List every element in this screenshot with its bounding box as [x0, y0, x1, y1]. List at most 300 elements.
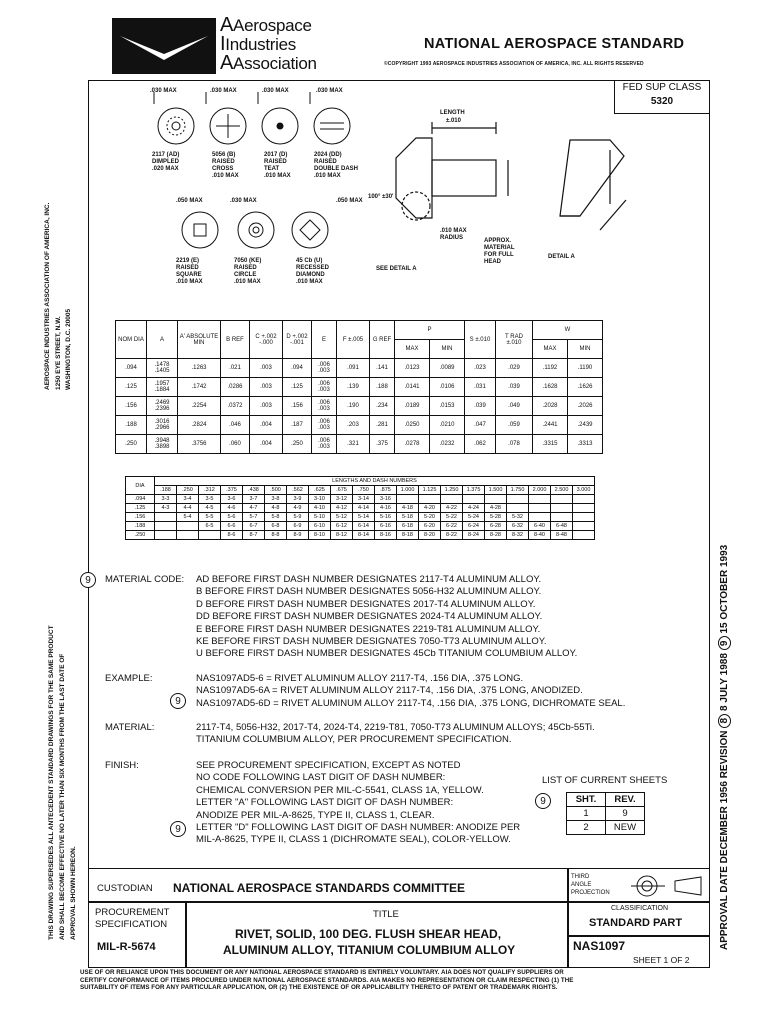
address-line2: 1250 EYE STREET, N.W. — [55, 316, 62, 390]
head-7050 — [234, 258, 261, 286]
head-5056 — [212, 152, 239, 180]
dash-number-cell — [551, 495, 573, 504]
max-label-5: .050 MAX — [176, 198, 203, 204]
date-1993: 15 OCTOBER 1993 — [719, 544, 730, 634]
length-header-cell: .375 — [221, 486, 243, 495]
table-row — [126, 495, 595, 504]
table-cell: .003 — [250, 397, 283, 416]
dash-number-cell — [419, 495, 441, 504]
head-2024 — [314, 152, 358, 180]
dash-number-cell: 4-8 — [265, 504, 287, 513]
dash-number-cell: 4-20 — [419, 504, 441, 513]
example-label: EXAMPLE: — [105, 673, 153, 684]
table-cell: .004 — [250, 435, 283, 454]
dash-number-cell: 6-32 — [507, 522, 529, 531]
head-desc: .010 MAX — [314, 173, 341, 179]
length-header-cell: .750 — [353, 486, 375, 495]
length-header-cell: .500 — [265, 486, 287, 495]
table-row — [126, 531, 595, 540]
dash-number-cell — [529, 513, 551, 522]
dia-cell: .156 — [126, 513, 155, 522]
length-table-body — [126, 495, 595, 540]
col-w-min: MIN — [568, 340, 603, 359]
procurement-box — [88, 902, 186, 968]
head-code: 2219 (E) — [176, 258, 200, 264]
dash-number-cell: 4-12 — [331, 504, 353, 513]
dash-number-cell: 5-16 — [375, 513, 397, 522]
col-w: W — [533, 321, 603, 340]
sheets-title: LIST OF CURRENT SHEETS — [542, 775, 668, 786]
table-cell: .003 — [250, 359, 283, 378]
dash-number-cell: 5-10 — [309, 513, 331, 522]
example-line: NAS1097AD5-6A = RIVET ALUMINUM ALLOY 2117-T4, .156 DIA, .375 LONG, ANODIZED. — [196, 685, 583, 697]
dash-number-cell: 6-5 — [199, 522, 221, 531]
table-header-row — [567, 793, 645, 807]
part-number: NAS1097 — [573, 939, 626, 953]
table-cell: .3313 — [568, 435, 603, 454]
table-row — [567, 821, 645, 835]
col-p: P — [395, 321, 465, 340]
table-cell: .2028 — [533, 397, 568, 416]
table-cell: .049 — [496, 397, 533, 416]
dash-number-cell — [485, 495, 507, 504]
detail-a-label: DETAIL A — [548, 254, 575, 260]
head-45cb — [296, 258, 329, 286]
title-line1: RIVET, SOLID, 100 DEG. FLUSH SHEAR HEAD, — [235, 927, 502, 941]
dash-number-cell — [155, 522, 177, 531]
projection-box — [568, 868, 710, 902]
material-code-line: U BEFORE FIRST DASH NUMBER DESIGNATES 45Cb TITANIUM COLUMBIUM ALLOY. — [196, 648, 578, 660]
col-a-prime: A' ABSOLUTE MIN — [178, 321, 221, 359]
table-cell: .1192 — [533, 359, 568, 378]
dash-number-cell: 6-12 — [331, 522, 353, 531]
finish-line: MIL-A-8625, TYPE II, CLASS 1 (DICHROMATE SEAL), COLOR-YELLOW. — [196, 834, 511, 846]
org-line1: Aerospace — [233, 16, 312, 35]
dash-number-cell: 6-20 — [419, 522, 441, 531]
len-dia-header: DIA — [126, 477, 155, 495]
dash-number-cell: 8-16 — [375, 531, 397, 540]
dash-number-cell: 4-18 — [397, 504, 419, 513]
head-desc: .010 MAX — [296, 279, 323, 285]
dash-number-cell: 3-14 — [353, 495, 375, 504]
length-header-cell: .625 — [309, 486, 331, 495]
classification-value: STANDARD PART — [589, 917, 683, 929]
dash-number-cell: 3-3 — [155, 495, 177, 504]
table-cell: .021 — [221, 359, 250, 378]
dash-number-cell: 3-16 — [375, 495, 397, 504]
table-cell: .125 — [116, 378, 147, 397]
head-code: 2117 (AD) — [152, 152, 180, 158]
length-header-cell: 1.250 — [441, 486, 463, 495]
col-e: E — [312, 321, 337, 359]
col-d: D +.002 -.001 — [283, 321, 312, 359]
table-header-row — [116, 321, 603, 340]
dash-number-cell: 8-48 — [551, 531, 573, 540]
table-cell: .0232 — [430, 435, 465, 454]
table-cell: .3948 .3898 — [147, 435, 178, 454]
dash-number-cell — [529, 495, 551, 504]
table-cell: .0153 — [430, 397, 465, 416]
table-row — [116, 397, 603, 416]
table-cell: .203 — [337, 416, 370, 435]
dash-number-cell: 6-9 — [287, 522, 309, 531]
dash-number-cell: 6-16 — [375, 522, 397, 531]
table-cell: .250 — [116, 435, 147, 454]
head-markings-row2 — [160, 196, 360, 262]
material-code-line: B BEFORE FIRST DASH NUMBER DESIGNATES 5056-H32 ALUMINUM ALLOY. — [196, 586, 542, 598]
table-cell: .281 — [370, 416, 395, 435]
table-cell: .046 — [221, 416, 250, 435]
head-code: 2024 (DD) — [314, 152, 342, 158]
dash-number-cell — [441, 495, 463, 504]
copyright: ©COPYRIGHT 1993 AEROSPACE INDUSTRIES ASSOCIATION OF AMERICA, INC. ALL RIGHTS RESERVED — [384, 61, 644, 67]
dash-number-cell: 6-48 — [551, 522, 573, 531]
dash-number-cell: 8-28 — [485, 531, 507, 540]
col-a: A — [147, 321, 178, 359]
head-2117 — [152, 152, 179, 173]
title-line2: ALUMINUM ALLOY, TITANIUM COLUMBIUM ALLOY — [223, 943, 516, 957]
length-header-cell: 1.125 — [419, 486, 441, 495]
table-cell: .004 — [250, 416, 283, 435]
table-cell: .188 — [370, 378, 395, 397]
dash-number-cell — [573, 522, 595, 531]
sheet-number: SHEET 1 OF 2 — [633, 955, 690, 965]
head-desc: .010 MAX — [264, 173, 291, 179]
table-cell: .3756 — [178, 435, 221, 454]
head-desc: DIAMOND — [296, 272, 325, 278]
dash-number-cell: 5-7 — [243, 513, 265, 522]
head-desc: RAISED — [234, 265, 257, 271]
dash-number-cell: 8-32 — [507, 531, 529, 540]
table-cell: .091 — [337, 359, 370, 378]
table-cell: .1628 — [533, 378, 568, 397]
dash-number-cell — [397, 495, 419, 504]
page-title: NATIONAL AEROSPACE STANDARD — [424, 36, 685, 52]
head-desc: .010 MAX — [212, 173, 239, 179]
dash-number-cell: 8-12 — [331, 531, 353, 540]
max-label-3: .030 MAX — [262, 88, 289, 94]
col-b: B REF — [221, 321, 250, 359]
dash-number-cell: 5-28 — [485, 513, 507, 522]
dash-number-cell — [573, 513, 595, 522]
table-cell: .094 — [283, 359, 312, 378]
address-line3: WASHINGTON, D.C. 20005 — [65, 308, 72, 390]
length-header-cell: 3.000 — [573, 486, 595, 495]
length-header-cell: 1.375 — [463, 486, 485, 495]
approval-date: APPROVAL DATE DECEMBER 1956 REVISION — [719, 730, 730, 950]
part-number-box — [568, 936, 710, 968]
material-code-label: MATERIAL CODE: — [105, 574, 185, 585]
dia-cell: .188 — [126, 522, 155, 531]
table-cell: .1478 .1405 — [147, 359, 178, 378]
dash-number-cell — [529, 504, 551, 513]
table-cell: .250 — [283, 435, 312, 454]
dash-number-cell: 5-22 — [441, 513, 463, 522]
table-row — [116, 378, 603, 397]
classification-label: CLASSIFICATION — [611, 905, 669, 912]
max-label-2: .030 MAX — [210, 88, 237, 94]
table-cell: .190 — [337, 397, 370, 416]
table-cell: .0106 — [430, 378, 465, 397]
col-c: C +.002 -.000 — [250, 321, 283, 359]
table-cell: .321 — [337, 435, 370, 454]
dash-number-cell — [177, 531, 199, 540]
table-row — [116, 359, 603, 378]
dash-number-cell — [155, 513, 177, 522]
length-header-cell: .875 — [375, 486, 397, 495]
dash-number-cell: 3-4 — [177, 495, 199, 504]
table-cell: .003 — [250, 378, 283, 397]
sheets-table — [566, 792, 645, 835]
dash-number-cell: 6-6 — [221, 522, 243, 531]
table-cell: .139 — [337, 378, 370, 397]
material-line: TITANIUM COLUMBIUM ALLOY, PER PROCUREMENT SPECIFICATION. — [196, 734, 512, 746]
head-desc: RECESSED — [296, 265, 330, 271]
dash-number-cell: 4-24 — [463, 504, 485, 513]
table-cell: .2469 .2396 — [147, 397, 178, 416]
table-cell: .375 — [370, 435, 395, 454]
max-label-4: .030 MAX — [316, 88, 343, 94]
table-cell: .141 — [370, 359, 395, 378]
table-cell: .2441 — [533, 416, 568, 435]
max-label-6: .030 MAX — [230, 198, 257, 204]
detail-a-sketch — [540, 120, 650, 250]
supersede-line2: AND SHALL BECOME EFFECTIVE NO LATER THAN SIX MONTHS FROM THE LAST DATE OF — [59, 653, 66, 940]
head-desc: RAISED — [314, 159, 337, 165]
rev8-mark: 8 — [718, 714, 731, 728]
custodian-box — [88, 868, 568, 902]
finish-line: LETTER "A" FOLLOWING LAST DIGIT OF DASH NUMBER: — [196, 797, 454, 809]
material-code-line: D BEFORE FIRST DASH NUMBER DESIGNATES 2017-T4 ALUMINUM ALLOY. — [196, 598, 536, 610]
fed-sup-value: 5320 — [650, 96, 674, 107]
table-row — [126, 513, 595, 522]
material-code-line: AD BEFORE FIRST DASH NUMBER DESIGNATES 2117-T4 ALUMINUM ALLOY. — [196, 574, 542, 585]
finish-line: NO CODE FOLLOWING LAST DIGIT OF DASH NUMBER: — [196, 772, 446, 784]
dimension-table — [115, 320, 603, 454]
dash-number-cell: 4-10 — [309, 504, 331, 513]
table-row — [116, 416, 603, 435]
dash-number-cell: 4-5 — [199, 504, 221, 513]
dash-number-cell: 6-7 — [243, 522, 265, 531]
material-code-line: DD BEFORE FIRST DASH NUMBER DESIGNATES 2024-T4 ALUMINUM ALLOY. — [196, 611, 543, 623]
col-p-min: MIN — [430, 340, 465, 359]
approx-note: APPROX. MATERIAL FOR FULL HEAD — [484, 238, 515, 265]
dash-number-cell: 6-8 — [265, 522, 287, 531]
table-cell: .3315 — [533, 435, 568, 454]
approval-line — [718, 545, 731, 950]
col-t: T RAD ±.010 — [496, 321, 533, 359]
head-desc: .020 MAX — [152, 166, 179, 172]
org-line2: Industries — [225, 35, 296, 54]
address-line1: AEROSPACE INDUSTRIES ASSOCIATION OF AMERICA, INC. — [44, 202, 51, 390]
dash-number-cell: 8-6 — [221, 531, 243, 540]
table-row — [126, 522, 595, 531]
table-cell: .006 .003 — [312, 378, 337, 397]
head-desc: DOUBLE DASH — [314, 166, 359, 172]
dash-number-cell — [507, 504, 529, 513]
classification-box — [568, 902, 710, 936]
title-box — [186, 902, 568, 968]
fed-sup-label: FED SUP CLASS — [622, 82, 702, 93]
dia-cell: .125 — [126, 504, 155, 513]
dash-number-cell: 5-32 — [507, 513, 529, 522]
table-cell: .234 — [370, 397, 395, 416]
example-line: NAS1097AD5-6 = RIVET ALUMINUM ALLOY 2117-T4, .156 DIA, .375 LONG. — [196, 673, 524, 684]
dash-number-cell: 5-4 — [177, 513, 199, 522]
dash-number-cell: 5-20 — [419, 513, 441, 522]
table-cell: .039 — [496, 378, 533, 397]
table-cell: .187 — [283, 416, 312, 435]
table-cell: .1263 — [178, 359, 221, 378]
table-cell: .2026 — [568, 397, 603, 416]
table-row — [567, 807, 645, 821]
sheets-sht-header: SHT. — [567, 793, 606, 807]
dash-number-cell — [573, 504, 595, 513]
table-cell: .059 — [496, 416, 533, 435]
dash-number-cell: 4-16 — [375, 504, 397, 513]
table-cell: .060 — [221, 435, 250, 454]
dash-number-cell — [155, 531, 177, 540]
length-tolerance: ±.010 — [446, 118, 461, 124]
dash-number-cell: 3-9 — [287, 495, 309, 504]
table-row — [126, 504, 595, 513]
procurement-value: MIL-R-5674 — [97, 941, 156, 953]
dash-number-cell: 3-7 — [243, 495, 265, 504]
length-header-cell: 1.000 — [397, 486, 419, 495]
head-desc: TEAT — [264, 166, 280, 172]
org-line3: Association — [233, 54, 317, 73]
dash-number-cell — [463, 495, 485, 504]
supersede-line1: THIS DRAWING SUPERSEDES ALL ANTECEDENT STANDARD DRAWINGS FOR THE SAME PRODUCT — [48, 625, 55, 940]
dash-number-cell: 8-40 — [529, 531, 551, 540]
supersede-line3: APPROVAL SHOWN HEREON. — [70, 846, 77, 940]
head-code: 7050 (KE) — [234, 258, 262, 264]
max-label-1: .030 MAX — [150, 88, 177, 94]
table-cell: .2824 — [178, 416, 221, 435]
date-1988: 8 JULY 1988 — [719, 653, 730, 711]
dash-number-cell — [551, 504, 573, 513]
table-cell: .125 — [283, 378, 312, 397]
dash-number-cell: 8-9 — [287, 531, 309, 540]
table-row — [116, 435, 603, 454]
dash-number-cell: 4-14 — [353, 504, 375, 513]
head-2017 — [264, 152, 291, 180]
table-cell: .0210 — [430, 416, 465, 435]
head-desc: RAISED — [212, 159, 235, 165]
radius-note: .010 MAX RADIUS — [440, 228, 467, 241]
table-cell: .023 — [465, 359, 496, 378]
dash-number-cell: 8-22 — [441, 531, 463, 540]
table-cell: .188 — [116, 416, 147, 435]
finish-line: CHEMICAL CONVERSION PER MIL-C-5541, CLASS 1A, YELLOW. — [196, 784, 484, 796]
table-cell: .094 — [116, 359, 147, 378]
dash-number-cell: 4-7 — [243, 504, 265, 513]
dash-number-cell: 5-12 — [331, 513, 353, 522]
table-cell: .0189 — [395, 397, 430, 416]
head-desc: RAISED — [176, 265, 199, 271]
dash-number-cell: 8-10 — [309, 531, 331, 540]
dia-cell: .094 — [126, 495, 155, 504]
dash-number-cell — [573, 495, 595, 504]
col-w-max: MAX — [533, 340, 568, 359]
head-2219 — [176, 258, 203, 286]
length-header-cell: .250 — [177, 486, 199, 495]
col-p-max: MAX — [395, 340, 430, 359]
rev-mark-sheets: 9 — [535, 793, 551, 809]
disclaimer-line3: SUITABILITY OF ITEMS FOR ANY PARTICULAR APPLICATION, OR (2) THE EXISTENCE OF OR APPLICABILITY THERETO OF PATENT OR TRADEMARK RIGHTS. — [80, 984, 558, 991]
col-g: G REF — [370, 321, 395, 359]
table-cell: .156 — [116, 397, 147, 416]
dash-number-cell: 5-18 — [397, 513, 419, 522]
dash-number-cell: 5-9 — [287, 513, 309, 522]
finish-line: ANODIZE PER MIL-A-8625, TYPE II, CLASS 1, CLEAR. — [196, 809, 435, 821]
dash-number-cell: 3-8 — [265, 495, 287, 504]
custodian-label: CUSTODIAN — [97, 883, 153, 894]
table-cell: .3016 .2966 — [147, 416, 178, 435]
table-cell: .156 — [283, 397, 312, 416]
table-cell: .0372 — [221, 397, 250, 416]
sheet-rev: 9 — [606, 807, 645, 821]
aia-logo — [112, 18, 216, 74]
head-desc: .010 MAX — [234, 279, 261, 285]
length-header-cell: 1.750 — [507, 486, 529, 495]
dash-number-cell — [573, 531, 595, 540]
col-s: S ±.010 — [465, 321, 496, 359]
dash-number-cell: 8-20 — [419, 531, 441, 540]
length-header-cell: 2.500 — [551, 486, 573, 495]
disclaimer-line2: CERTIFY CONFORMANCE OF ITEMS PROCURED UNDER NATIONAL AEROSPACE STANDARDS. AIA MAKES NO REPRESENTATION OR CLAIM RESPECTING (1) THE — [80, 976, 574, 984]
table-cell: .062 — [465, 435, 496, 454]
len-table-title: LENGTHS AND DASH NUMBERS — [155, 477, 595, 486]
col-nom: NOM DIA — [116, 321, 147, 359]
dash-number-cell: 3-12 — [331, 495, 353, 504]
head-desc: SQUARE — [176, 272, 202, 278]
table-cell: .006 .003 — [312, 416, 337, 435]
max-label-7: .050 MAX — [336, 198, 363, 204]
sheet-num: 2 — [567, 821, 606, 835]
dash-number-cell: 5-14 — [353, 513, 375, 522]
dash-number-cell: 5-6 — [221, 513, 243, 522]
table-cell: .006 .003 — [312, 435, 337, 454]
dash-number-cell: 6-24 — [463, 522, 485, 531]
table-cell: .006 .003 — [312, 397, 337, 416]
dash-number-cell: 8-18 — [397, 531, 419, 540]
head-angle: 100° ±30' — [368, 194, 394, 200]
rev-mark-finish: 9 — [170, 821, 186, 837]
finish-line: SEE PROCUREMENT SPECIFICATION, EXCEPT AS NOTED — [196, 760, 461, 771]
head-desc: .010 MAX — [176, 279, 203, 285]
length-label: LENGTH — [440, 110, 465, 116]
length-header-cell: .312 — [199, 486, 221, 495]
material-line: 2117-T4, 5056-H32, 2017-T4, 2024-T4, 2219-T81, 7050-T73 ALUMINUM ALLOYS; 45Cb-55Ti. — [196, 722, 595, 733]
table-cell: .0250 — [395, 416, 430, 435]
table-cell: .1626 — [568, 378, 603, 397]
sheet-rev: NEW — [606, 821, 645, 835]
length-header-cell: 2.000 — [529, 486, 551, 495]
table-cell: .039 — [465, 397, 496, 416]
table-cell: .2254 — [178, 397, 221, 416]
table-cell: .0286 — [221, 378, 250, 397]
len-lengths-row — [126, 486, 595, 495]
head-desc: RAISED — [264, 159, 287, 165]
material-code-line: E BEFORE FIRST DASH NUMBER DESIGNATES 2219-T81 ALUMINUM ALLOY. — [196, 623, 541, 635]
dash-number-cell: 8-24 — [463, 531, 485, 540]
dash-number-cell: 8-8 — [265, 531, 287, 540]
dash-number-cell: 6-18 — [397, 522, 419, 531]
dash-number-cell: 5-8 — [265, 513, 287, 522]
length-header-cell: .675 — [331, 486, 353, 495]
title-label: TITLE — [373, 909, 399, 920]
